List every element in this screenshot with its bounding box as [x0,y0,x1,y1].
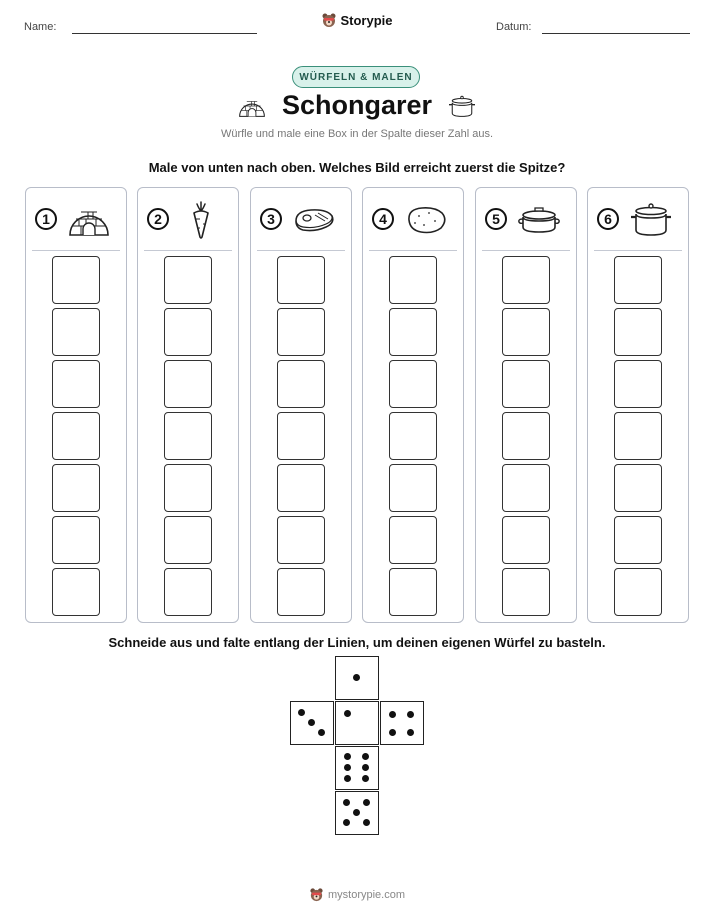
color-box[interactable] [52,412,100,460]
color-box[interactable] [389,464,437,512]
pip [407,711,414,718]
potato-icon [403,199,449,239]
die-face-bottom [335,791,379,835]
color-box[interactable] [614,360,662,408]
color-box[interactable] [614,464,662,512]
pip [344,710,351,717]
color-box[interactable] [277,568,325,616]
column-6 [587,187,689,623]
column-divider [482,250,570,251]
cooking-pot-icon [628,199,674,239]
pip [353,674,360,681]
column-number: 6 [597,208,619,230]
column-number: 2 [147,208,169,230]
color-box[interactable] [614,568,662,616]
pip [353,809,360,816]
color-box[interactable] [277,516,325,564]
footer [0,887,714,902]
casserole-pot-icon [516,199,562,239]
color-box[interactable] [52,516,100,564]
pip [343,819,350,826]
color-box[interactable] [502,412,550,460]
color-box[interactable] [52,308,100,356]
color-box[interactable] [502,464,550,512]
name-line[interactable] [72,33,257,34]
color-box[interactable] [389,308,437,356]
color-box[interactable] [164,464,212,512]
color-box[interactable] [52,568,100,616]
die-face-lower [335,746,379,790]
color-box[interactable] [164,568,212,616]
column-header [588,188,688,250]
pip [344,775,351,782]
color-box[interactable] [164,412,212,460]
color-box[interactable] [389,412,437,460]
carrot-icon [178,199,224,239]
instruction: Male von unten nach oben. Welches Bild erreicht zuerst die Spitze? [148,160,566,175]
color-box[interactable] [164,308,212,356]
pip [362,775,369,782]
page-title: Schongarer [281,90,433,120]
color-box[interactable] [277,308,325,356]
cut-instruction: Schneide aus und falte entlang der Linien, um deinen eigenen Würfel zu basteln. [108,635,606,650]
color-box[interactable] [164,516,212,564]
pip [362,764,369,771]
column-1 [25,187,127,623]
column-divider [594,250,682,251]
bear-logo-icon [321,12,337,28]
bear-logo-icon [309,887,324,902]
color-box[interactable] [502,516,550,564]
subtitle: Würfle und male eine Box in der Spalte dieser Zahl aus. [220,128,494,140]
color-box[interactable] [389,256,437,304]
die-net [290,656,424,836]
pip [363,799,370,806]
brand [0,12,714,28]
igloo-icon [236,93,268,119]
color-box[interactable] [52,256,100,304]
pip [362,753,369,760]
pip [298,709,305,716]
column-3 [250,187,352,623]
column-number: 3 [260,208,282,230]
color-box[interactable] [389,568,437,616]
column-header [138,188,238,250]
color-box[interactable] [614,308,662,356]
igloo-icon [66,199,112,239]
column-divider [257,250,345,251]
column-divider [32,250,120,251]
color-box[interactable] [52,464,100,512]
title-row [0,90,714,121]
die-face-left [290,701,334,745]
color-box[interactable] [389,360,437,408]
color-box[interactable] [502,568,550,616]
column-header [251,188,351,250]
steak-icon [291,199,337,239]
pip [407,729,414,736]
color-box[interactable] [614,412,662,460]
column-number: 1 [35,208,57,230]
brand-name: Storypie [340,12,393,28]
pip [344,764,351,771]
column-5 [475,187,577,623]
color-box[interactable] [277,360,325,408]
color-box[interactable] [614,256,662,304]
die-face-center [335,701,379,745]
column-header [476,188,576,250]
column-4 [362,187,464,623]
die-face-right [380,701,424,745]
pip [343,799,350,806]
pip [318,729,325,736]
color-box[interactable] [277,464,325,512]
pip [308,719,315,726]
color-box[interactable] [502,256,550,304]
category-badge: WÜRFELN & MALEN [292,66,420,88]
column-header [26,188,126,250]
color-box[interactable] [164,256,212,304]
date-line[interactable] [542,33,690,34]
date-label: Datum: [496,21,532,33]
column-header [363,188,463,250]
pip [389,729,396,736]
pip [344,753,351,760]
column-number: 5 [485,208,507,230]
name-label: Name: [24,21,57,33]
color-box[interactable] [389,516,437,564]
column-divider [369,250,457,251]
color-box[interactable] [277,412,325,460]
column-number: 4 [372,208,394,230]
color-box[interactable] [502,360,550,408]
footer-url[interactable]: mystorypie.com [327,888,406,901]
pip [389,711,396,718]
column-divider [144,250,232,251]
color-box[interactable] [614,516,662,564]
color-box[interactable] [52,360,100,408]
color-box[interactable] [164,360,212,408]
column-2 [137,187,239,623]
color-box[interactable] [502,308,550,356]
color-box[interactable] [277,256,325,304]
cooking-pot-icon [446,93,478,119]
pip [363,819,370,826]
die-face-top [335,656,379,700]
